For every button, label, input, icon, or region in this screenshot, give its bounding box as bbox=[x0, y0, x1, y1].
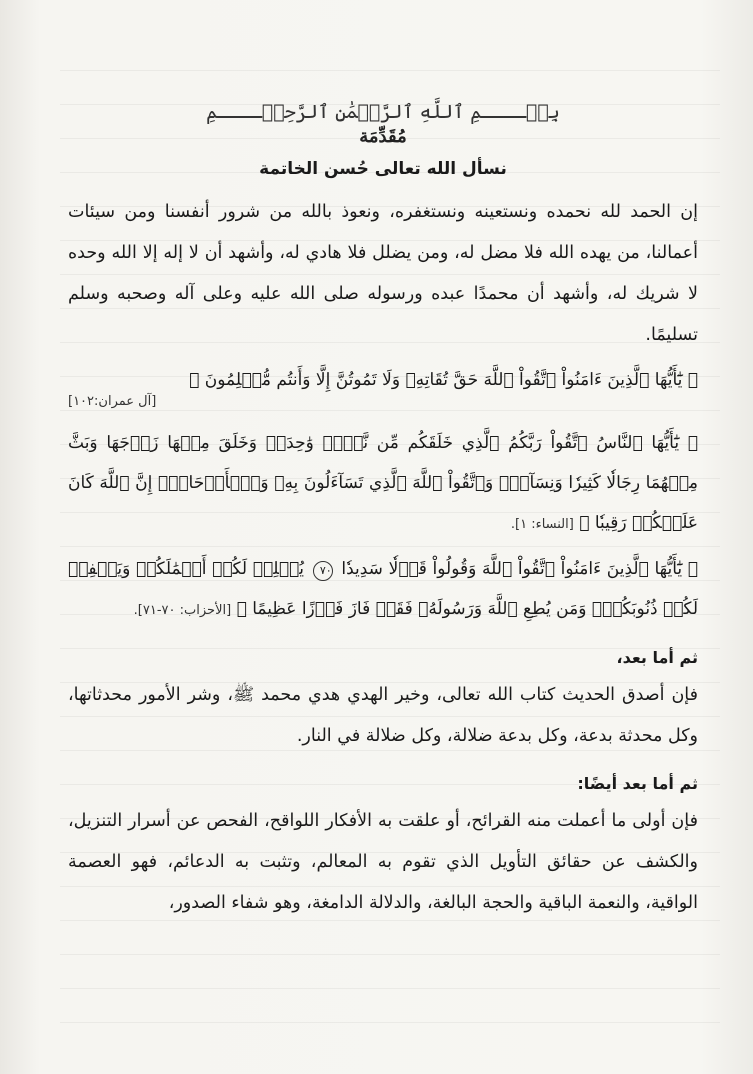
verse-al-ahzab-ref: [الأحزاب: ٧٠-٧١]. bbox=[133, 603, 232, 618]
verse-al-ahzab-part1: ﴿ يَٰٓأَيُّهَا ٱلَّذِينَ ءَامَنُواْ ٱتَّقُواْ ٱللَّهَ وَقُولُواْ قَوۡلٗا سَدِيدٗا bbox=[341, 559, 699, 579]
page-content bbox=[68, 100, 698, 924]
section-heading-amma-bad-aydan: ثم أما بعد أيضًا: bbox=[577, 774, 698, 793]
verse-al-ahzab bbox=[68, 549, 698, 631]
tafsir-paragraph: فإن أولى ما أعملت منه القرائح، أو علقت به الأفكار اللواقح، الفحص عن أسرار التنزيل، والكشف عن حقائق التأويل الذي تقوم به المعالم، وتثبت به الدعائم، فهو العصمة الواقية، والنعمة الباقية والحجة البالغة، والدلالة الدامغة، وهو شفاء الصدور، bbox=[68, 811, 698, 913]
section-heading-amma-bad: ثم أما بعد، bbox=[616, 648, 698, 667]
basmala: بِسۡــــمِ ٱللَّهِ ٱلرَّحۡمَٰنِ ٱلرَّحِيۡــــمِ bbox=[206, 101, 560, 123]
verse-al-imran-ref: [آل عمران:١٠٢] bbox=[68, 394, 157, 409]
verse-an-nisa bbox=[68, 423, 698, 545]
khutbah-paragraph: فإن أصدق الحديث كتاب الله تعالى، وخير الهدي هدي محمد ﷺ، وشر الأمور محدثاتها، وكل محدثة بدعة، وكل بدعة ضلالة، وكل ضلالة في النار. bbox=[68, 685, 698, 746]
verse-an-nisa-ref: [النساء: ١]. bbox=[510, 517, 574, 532]
verse-al-ahzab-part2: يُصۡلِحۡ لَكُمۡ أَعۡمَٰلَكُمۡ وَيَغۡفِرۡ لَكُمۡ ذُنُوبَكُمۡۗ وَمَن يُطِعِ ٱللَّهَ وَرَسُولَهُۥ فَقَدۡ فَازَ فَوۡزًا عَظِيمًا ﴾ bbox=[68, 559, 698, 619]
verse-al-imran: ﴿ يَٰٓأَيُّهَا ٱلَّذِينَ ءَامَنُواْ ٱتَّقُواْ ٱللَّهَ حَقَّ تُقَاتِهِۦ وَلَا تَمُوتُنَّ إِلَّا وَأَنتُم مُّسۡلِمُونَ ﴾ bbox=[189, 370, 698, 390]
opening-paragraph: إن الحمد لله نحمده ونستعينه ونستغفره، ونعوذ بالله من شرور أنفسنا ومن سيئات أعمالنا، من يهده الله فلا مضل له، ومن يضلل فلا هادي له، وأشهد أن لا إله إلا الله وحده لا شريك له، وأشهد أن محمدًا عبده ورسوله صلى الله عليه وعلى آله وصحبه وسلم تسليمًا. bbox=[68, 202, 698, 345]
dua-heading: نسأل الله تعالى حُسن الخاتمة bbox=[259, 159, 507, 179]
intro-heading: مُقَدِّمَة bbox=[359, 126, 407, 147]
verse-number-mark: ٧٠ bbox=[313, 561, 333, 581]
verse-an-nisa-text: ﴿ يَٰٓأَيُّهَا ٱلنَّاسُ ٱتَّقُواْ رَبَّكُمُ ٱلَّذِي خَلَقَكُم مِّن نَّفۡسٖ وَٰحِدَةٖ وَخَلَقَ مِنۡهَا زَوۡجَهَا وَبَثَّ مِنۡهُمَا رِجَالٗا كَثِيرٗا وَنِسَآءٗۚ وَٱتَّقُواْ ٱللَّهَ ٱلَّذِي تَسَآءَلُونَ بِهِۦ وَٱلۡأَرۡحَامَۚ إِنَّ ٱللَّهَ كَانَ عَلَيۡكُمۡ رَقِيبٗا ﴾ bbox=[68, 433, 698, 533]
